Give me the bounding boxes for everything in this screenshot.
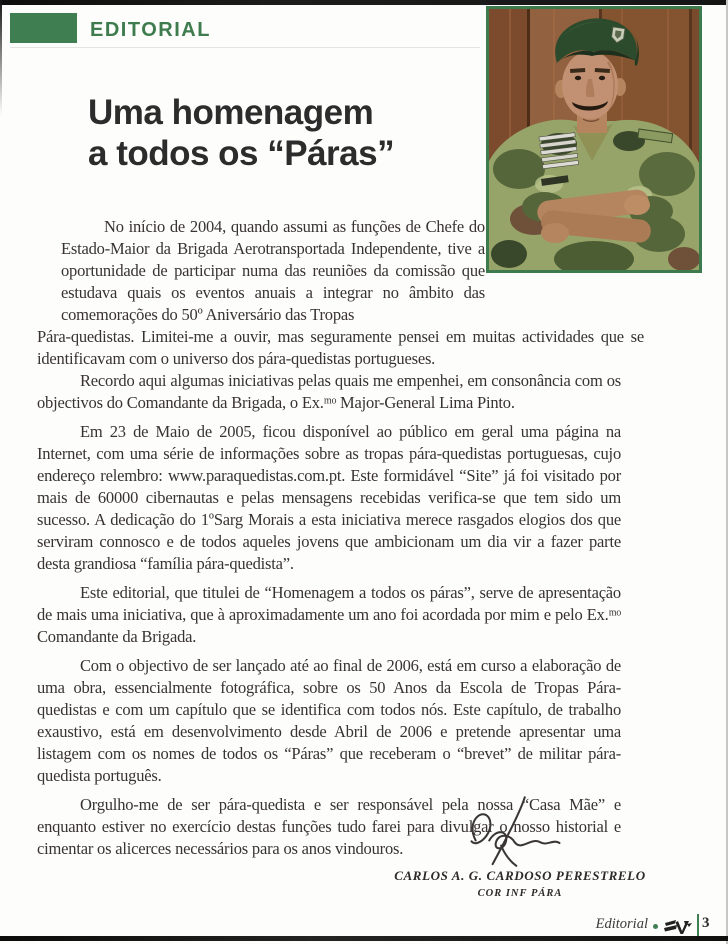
footer-section-label: Editorial <box>595 916 648 932</box>
paragraph-1 <box>37 216 644 370</box>
page-title-line1: Uma homenagem <box>88 93 374 132</box>
paragraph-2: Recordo aqui algumas iniciativas pelas quais me empenhei, em consonância com os objectivos do Comandante da Brigada, o Ex.ᵐᵒ Major-General Lima Pinto. <box>37 371 621 412</box>
bottom-scan-bar <box>0 936 728 941</box>
signature-icon <box>452 794 562 875</box>
page-number: 3 <box>702 915 710 931</box>
paragraph-5: Com o objectivo de ser lançado até ao final de 2006, está em curso a elaboração de uma obra, essencialmente fotográfica, sobre os 50 Anos da Escola de Tropas Pára-quedistas e com um capítulo que se identifica com todos nós. Este capítulo, de trabalho exaustivo, está em desenvolvimento desde Abril de 2006 e pretende apresentar uma listagem com os nomes de todos os “Páras” que receberam o “brevet” de militar pára-quedista português. <box>37 656 621 785</box>
left-scan-edge <box>0 0 2 115</box>
signature-rank: COR INF PÁRA <box>477 888 563 899</box>
article-body <box>37 370 621 867</box>
page-title-line2: a todos os “Páras” <box>88 134 395 173</box>
page-title <box>88 92 488 174</box>
signature-name: CARLOS A. G. CARDOSO PERESTRELO <box>394 868 646 883</box>
top-scan-bar <box>0 0 728 5</box>
paragraph-3: Em 23 de Maio de 2005, ficou disponível ao público em geral uma página na Internet, com uma série de informações sobre as tropas pára-quedistas portuguesas, cujo endereço relembro: www.paraquedistas.com.pt. Este formidável “Site” já foi visitado por mais de 60000 cibernautas e pelas mensagens recebidas verifica-se que tem sido um sucesso. A dedicação do 1ºSarg Morais a esta iniciativa merece rasgados elogios dos que serviram connosco e de todos aqueles jovens que ambicionam um dia vir a fazer parte desta grandiosa “família pára-quedista”. <box>37 422 621 573</box>
header-rule <box>10 47 480 48</box>
paragraph-6: Orgulho-me de ser pára-quedista e ser responsável pela nossa “Casa Mãe” e enquanto estiver no exercício destas funções tudo farei para divulgar o nosso historial e cimentar os alicerces necessários para os anos vindouros. <box>37 795 621 858</box>
footer-bullet-icon <box>653 924 658 929</box>
editorial-marker <box>10 13 77 43</box>
paragraph-4: Este editorial, que titulei de “Homenagem a todos os páras”, serve de apresentação de mais uma iniciativa, que à aproximadamente um ano foi acordada por mim e pelo Ex.ᵐᵒ Comandante da Brigada. <box>37 583 621 646</box>
paragraph-1-wide: Pára-quedistas. Limitei-me a ouvir, mas seguramente pensei em muitas actividades que se identificavam com o universo dos pára-quedistas portugueses. <box>37 327 644 368</box>
section-label: EDITORIAL <box>90 19 211 41</box>
footer-divider <box>697 914 699 938</box>
paragraph-1-narrow: No início de 2004, quando assumi as funções de Chefe do Estado-Maior da Brigada Aerotransportada Independente, tive a oportunidade de participar numa das reuniões da comissão que estudava quais os eventos anuais a integrar no âmbito das comemorações do 50º Aniversário das Tropas <box>61 217 485 324</box>
